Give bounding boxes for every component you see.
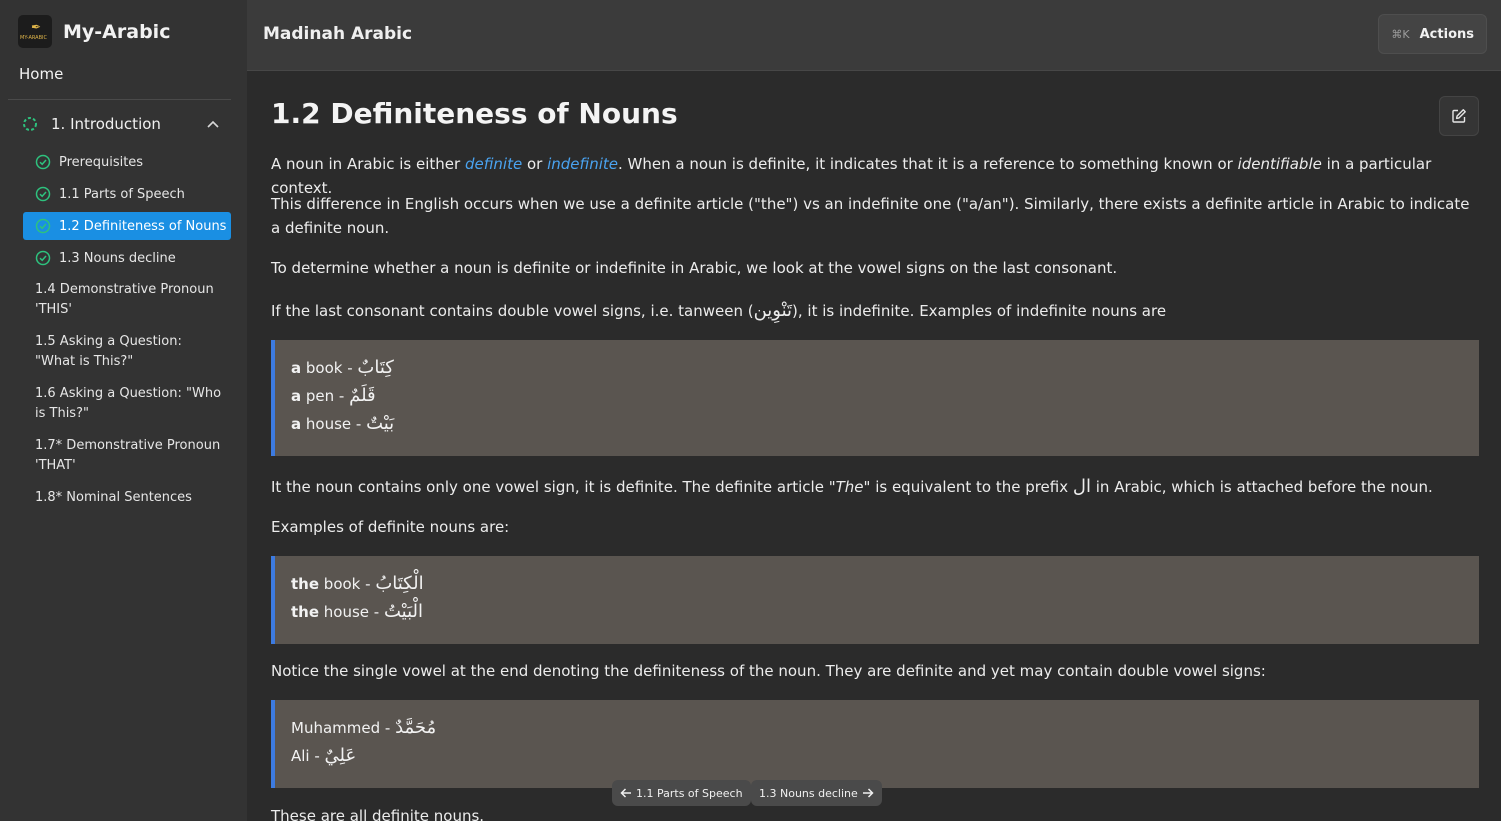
names-examples-block xyxy=(271,700,1479,788)
article: a xyxy=(291,359,302,377)
indefinite-examples-block xyxy=(271,340,1479,456)
sidebar-divider xyxy=(8,99,231,100)
check-circle-icon xyxy=(35,218,51,234)
text: is equivalent to the prefix xyxy=(870,478,1073,496)
sidebar-item-label: 1.3 Nouns decline xyxy=(59,250,176,266)
example-line xyxy=(291,410,1479,438)
article: a xyxy=(291,387,302,405)
example-line xyxy=(291,354,1479,382)
app-logo xyxy=(18,15,52,48)
text: It the noun contains only one vowel sign, it is definite. The definite article xyxy=(271,478,829,496)
arrow-right-icon xyxy=(862,787,874,799)
text: . When a noun is definite, it indicates that it is a reference to something known or xyxy=(618,155,1238,173)
arabic-word: كِتَابٌ xyxy=(357,357,394,378)
arabic-word: عَلِيٌ xyxy=(324,745,357,766)
sidebar-item-nouns-decline[interactable] xyxy=(23,244,231,272)
pen-icon: ✒ xyxy=(31,20,42,34)
text: in Arabic, which is attached before the noun. xyxy=(1090,478,1433,496)
arabic-word: الْبَيْتُ xyxy=(383,601,424,622)
arabic-text: ال xyxy=(1072,476,1091,497)
check-circle-icon xyxy=(35,250,51,266)
paragraph-determine: To determine whether a noun is definite or indefinite in Arabic, we look at the vowel signs on the last consonant. xyxy=(271,259,1118,277)
section-introduction[interactable] xyxy=(22,113,222,135)
article: the xyxy=(291,575,320,593)
article: a xyxy=(291,415,302,433)
arabic-word: قَلَمٌ xyxy=(349,385,376,406)
english-word: house - xyxy=(301,415,367,433)
text: If the last consonant contains double vowel signs, i.e. tanween ( xyxy=(271,302,754,320)
article: the xyxy=(291,603,320,621)
paragraph-single-vowel: Notice the single vowel at the end denoting the definiteness of the noun. They are definite and yet may contain double vowel signs: xyxy=(271,662,1266,680)
example-line xyxy=(291,598,1479,626)
sidebar-item-nominal-sentences[interactable]: 1.8* Nominal Sentences xyxy=(35,490,192,505)
text: or xyxy=(522,155,548,173)
arabic-text: تَنْوِين xyxy=(753,300,793,321)
text: A noun in Arabic is either xyxy=(271,155,465,173)
english-word: Muhammed - xyxy=(291,719,396,737)
edit-icon xyxy=(1451,108,1467,124)
sidebar-item-demonstrative-this[interactable]: 1.4 Demonstrative Pronoun 'THIS' xyxy=(35,282,214,317)
english-word: book - xyxy=(301,359,358,377)
keyboard-shortcut: ⌘K xyxy=(1391,27,1410,41)
english-word: pen - xyxy=(301,387,350,405)
sidebar-item-definiteness-of-nouns[interactable] xyxy=(23,212,231,240)
check-circle-icon xyxy=(35,186,51,202)
chevron-up-icon[interactable] xyxy=(206,117,220,131)
text: in a particular context. xyxy=(271,155,1432,197)
example-line xyxy=(291,382,1479,410)
actions-button[interactable] xyxy=(1378,14,1487,54)
example-line xyxy=(291,742,1479,770)
sidebar-item-who-is-this[interactable]: 1.6 Asking a Question: "Who is This?" xyxy=(35,386,222,421)
paragraph-tanween xyxy=(271,299,1481,323)
sidebar-item-demonstrative-that[interactable]: 1.7* Demonstrative Pronoun 'THAT' xyxy=(35,438,221,473)
arabic-word: مُحَمَّدٌ xyxy=(395,717,437,738)
check-circle-icon xyxy=(35,154,51,170)
definite-examples-block xyxy=(271,556,1479,644)
sidebar-item-label: Prerequisites xyxy=(59,154,144,170)
sidebar-item-what-is-this[interactable]: 1.5 Asking a Question: "What is This?" xyxy=(35,334,182,369)
sidebar-item-prerequisites[interactable] xyxy=(23,148,231,176)
progress-spinner-icon xyxy=(22,116,38,132)
prev-page-button[interactable] xyxy=(612,780,751,806)
sidebar-item-label: 1.2 Definiteness of Nouns xyxy=(59,218,227,234)
arabic-word: الْكِتَابُ xyxy=(375,573,424,594)
paragraph-all-definite: These are all definite nouns. xyxy=(271,807,485,821)
text: ), it is indefinite. Examples of indefinite nouns are xyxy=(792,302,1167,320)
sidebar-item-label: 1.1 Parts of Speech xyxy=(59,186,185,202)
next-page-button[interactable] xyxy=(751,780,882,806)
arrow-left-icon xyxy=(620,787,632,799)
english-word: house - xyxy=(319,603,384,621)
home-link[interactable]: Home xyxy=(19,65,64,83)
paragraph-definite-article xyxy=(271,475,1481,499)
logo-text: MY-ARABIC xyxy=(20,35,47,41)
arabic-word: بَيْتٌ xyxy=(366,413,395,434)
example-line xyxy=(291,714,1479,742)
paragraph-english-article: This difference in English occurs when we use a definite article ("the") vs an indefinite one ("a/an"). Similarly, there exists a definite article in Arabic to indicate a definite noun. xyxy=(271,195,1470,237)
emphasis-text: "The" xyxy=(828,478,871,496)
indefinite-link[interactable]: indefinite xyxy=(547,155,618,173)
sidebar xyxy=(0,0,247,821)
brand[interactable] xyxy=(18,15,170,48)
edit-button[interactable] xyxy=(1439,96,1479,136)
top-bar xyxy=(247,0,1501,71)
page-title: 1.2 Definiteness of Nouns xyxy=(271,97,678,130)
english-word: book - xyxy=(319,575,376,593)
paragraph-definite-examples: Examples of definite nouns are: xyxy=(271,518,510,536)
app-name: My-Arabic xyxy=(63,20,171,43)
section-label: 1. Introduction xyxy=(51,115,161,133)
next-page-label: 1.3 Nouns decline xyxy=(759,786,858,800)
example-line xyxy=(291,570,1479,598)
definite-link[interactable]: definite xyxy=(464,155,523,173)
main-content xyxy=(247,72,1501,821)
sidebar-item-parts-of-speech[interactable] xyxy=(23,180,231,208)
english-word: Ali - xyxy=(291,747,325,765)
actions-label: Actions xyxy=(1419,26,1474,42)
emphasis-text: identifiable xyxy=(1237,155,1322,173)
prev-page-label: 1.1 Parts of Speech xyxy=(636,786,743,800)
course-title: Madinah Arabic xyxy=(263,24,413,44)
